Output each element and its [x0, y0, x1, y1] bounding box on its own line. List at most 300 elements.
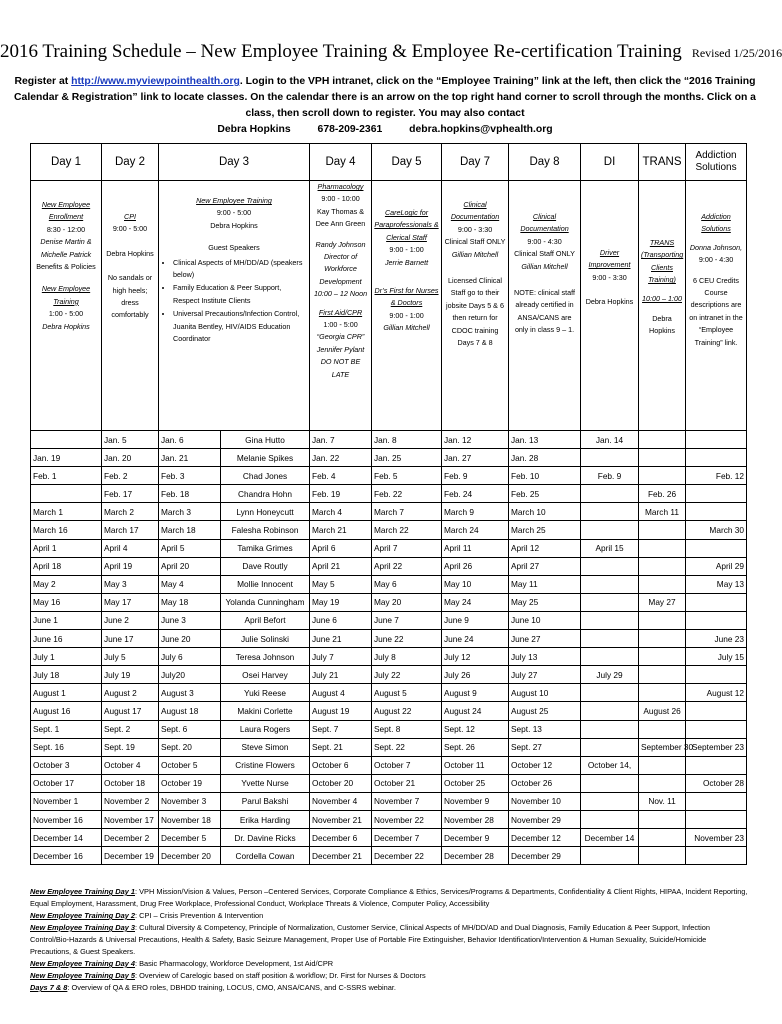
- date-cell: March 10: [509, 503, 581, 521]
- date-cell: Teresa Johnson: [221, 648, 310, 666]
- desc-trans: [639, 181, 686, 431]
- date-cell: July 19: [102, 666, 159, 684]
- date-cell: June 10: [509, 611, 581, 629]
- date-cell: March 4: [310, 503, 372, 521]
- date-cell: [686, 702, 747, 720]
- date-cell: December 14: [31, 829, 102, 847]
- day8-note: NOTE: clinical staff already certified in ANSA/CANS are only in class 9 – 1.: [514, 288, 575, 335]
- contact-email[interactable]: debra.hopkins@vphealth.org: [409, 124, 553, 135]
- date-row: [31, 792, 747, 810]
- date-row: [31, 521, 747, 539]
- day4-sub3: “Georgia CPR”: [316, 332, 365, 342]
- date-cell: October 28: [686, 774, 747, 792]
- date-cell: Makini Corlette: [221, 702, 310, 720]
- description-row: [31, 181, 747, 431]
- date-cell: December 16: [31, 847, 102, 865]
- date-cell: June 17: [102, 630, 159, 648]
- desc-day4: [310, 181, 372, 431]
- date-cell: April 11: [442, 539, 509, 557]
- date-cell: August 17: [102, 702, 159, 720]
- date-cell: May 20: [372, 593, 442, 611]
- date-row: [31, 702, 747, 720]
- note-text: : Cultural Diversity & Competency, Principle of Normalization, Customer Service, Clinical Aspects of MH/DD/AD and Dual Diagnosis, Family Education & Peer Support, Infection Control/Bio-Hazards & Universal Precautions, Health & Safety, Basic Seizure Management, Proper Use of Portable Fire Extinguisher, Behavior Identification/Intervention & Human Sexuality, Suicide/Homicide Precautions, & Guest Speakers.: [30, 923, 710, 956]
- date-cell: [581, 449, 639, 467]
- date-cell: April 26: [442, 557, 509, 575]
- date-cell: December 2: [102, 829, 159, 847]
- di-trainer: Debra Hopkins: [585, 297, 634, 307]
- date-cell: August 25: [509, 702, 581, 720]
- date-cell: [581, 611, 639, 629]
- date-cell: Feb. 12: [686, 467, 747, 485]
- date-cell: July 27: [509, 666, 581, 684]
- date-cell: March 7: [372, 503, 442, 521]
- date-cell: August 10: [509, 684, 581, 702]
- day4-title3: First Aid/CPR: [318, 307, 363, 317]
- date-cell: October 11: [442, 756, 509, 774]
- date-cell: May 11: [509, 575, 581, 593]
- note-text: : Overview of QA & ERO roles, DBHDD training, LOCUS, CMO, ANSA/CANS, and C-SSRS webinar.: [67, 983, 396, 992]
- date-cell: July 18: [31, 666, 102, 684]
- date-cell: Osei Harvey: [221, 666, 310, 684]
- date-cell: December 20: [159, 847, 221, 865]
- date-cell: Chad Jones: [221, 467, 310, 485]
- date-cell: Jan. 6: [159, 431, 221, 449]
- date-cell: Feb. 18: [159, 485, 221, 503]
- date-cell: [639, 666, 686, 684]
- date-cell: June 7: [372, 611, 442, 629]
- date-cell: Feb. 24: [442, 485, 509, 503]
- date-cell: [686, 720, 747, 738]
- date-cell: July 22: [372, 666, 442, 684]
- date-cell: Dr. Davine Ricks: [221, 829, 310, 847]
- date-cell: October 7: [372, 756, 442, 774]
- desc-day3: [159, 181, 310, 431]
- date-row: [31, 847, 747, 865]
- date-cell: [581, 575, 639, 593]
- date-cell: November 28: [442, 810, 509, 828]
- date-cell: April 5: [159, 539, 221, 557]
- date-cell: April 22: [372, 557, 442, 575]
- date-cell: [686, 449, 747, 467]
- day8-time1: 9:00 - 4:30: [527, 236, 562, 246]
- day3-time: 9:00 - 5:00: [216, 208, 252, 218]
- date-cell: August 26: [639, 702, 686, 720]
- date-cell: June 6: [310, 611, 372, 629]
- date-cell: Yolanda Cunningham: [221, 593, 310, 611]
- date-cell: Chandra Hohn: [221, 485, 310, 503]
- date-cell: June 27: [509, 630, 581, 648]
- date-cell: November 22: [372, 810, 442, 828]
- date-cell: April 27: [509, 557, 581, 575]
- date-cell: May 25: [509, 593, 581, 611]
- date-cell: Feb. 3: [159, 467, 221, 485]
- desc-day7: [442, 181, 509, 431]
- day2-note: No sandals or high heels; dress comfortably: [107, 273, 153, 320]
- date-cell: July 15: [686, 648, 747, 666]
- date-cell: [686, 792, 747, 810]
- note-line: [30, 958, 748, 970]
- date-cell: April 12: [509, 539, 581, 557]
- date-cell: Feb. 9: [442, 467, 509, 485]
- date-cell: Jan. 20: [102, 449, 159, 467]
- header-row: [31, 144, 747, 181]
- date-cell: Sept. 21: [310, 738, 372, 756]
- day7-note: Licensed Clinical Staff go to their jobsite Days 5 & 6 then return for CDOC training Days 7 & 8: [446, 276, 504, 348]
- date-cell: June 20: [159, 630, 221, 648]
- date-cell: Feb. 26: [639, 485, 686, 503]
- col-day7: Day 7: [442, 144, 509, 181]
- addiction-title: Addiction Solutions: [701, 212, 731, 234]
- date-cell: [581, 702, 639, 720]
- date-cell: April 4: [102, 539, 159, 557]
- date-cell: April 20: [159, 557, 221, 575]
- date-cell: Sept. 19: [102, 738, 159, 756]
- date-cell: August 12: [686, 684, 747, 702]
- date-cell: Sept. 8: [372, 720, 442, 738]
- date-cell: [581, 684, 639, 702]
- date-cell: December 7: [372, 829, 442, 847]
- date-row: [31, 539, 747, 557]
- day4-names1: Kay Thomas & Dee Ann Green: [315, 206, 366, 229]
- date-cell: Jan. 8: [372, 431, 442, 449]
- date-cell: March 30: [686, 521, 747, 539]
- date-cell: October 3: [31, 756, 102, 774]
- date-cell: December 12: [509, 829, 581, 847]
- date-cell: [639, 539, 686, 557]
- date-row: [31, 648, 747, 666]
- note-line: [30, 886, 748, 910]
- day4-title2: Randy Johnson Director of Workforce Development: [315, 239, 366, 286]
- note-text: : Basic Pharmacology, Workforce Development, 1st Aid/CPR: [135, 959, 334, 968]
- date-cell: [31, 431, 102, 449]
- note-label: New Employee Training Day 2: [30, 911, 136, 920]
- date-cell: Mollie Innocent: [221, 575, 310, 593]
- date-cell: March 25: [509, 521, 581, 539]
- date-cell: [639, 829, 686, 847]
- date-row: [31, 593, 747, 611]
- date-cell: [686, 485, 747, 503]
- trans-trainer: Debra Hopkins: [649, 314, 675, 336]
- date-cell: October 19: [159, 774, 221, 792]
- contact-phone: 678-209-2361: [317, 124, 383, 135]
- date-cell: Sept. 26: [442, 738, 509, 756]
- date-cell: October 6: [310, 756, 372, 774]
- date-cell: Cordella Cowan: [221, 847, 310, 865]
- addiction-note: 6 CEU Credits Course descriptions are on intranet in the “Employee Training” link.: [689, 275, 743, 347]
- revised-date: Revised 1/25/2016: [691, 46, 782, 60]
- date-cell: Jan. 25: [372, 449, 442, 467]
- addiction-names: Donna Johnson,: [689, 242, 743, 252]
- day2-time: 9:00 - 5:00: [112, 224, 148, 234]
- date-cell: May 10: [442, 575, 509, 593]
- date-cell: March 24: [442, 521, 509, 539]
- date-cell: Lynn Honeycutt: [221, 503, 310, 521]
- col-day2: Day 2: [102, 144, 159, 181]
- date-row: [31, 810, 747, 828]
- date-cell: June 23: [686, 630, 747, 648]
- day5-title2: Dr’s First for Nurses & Doctors: [374, 286, 439, 308]
- note-line: [30, 910, 748, 922]
- date-cell: Jan. 22: [310, 449, 372, 467]
- date-cell: August 19: [310, 702, 372, 720]
- date-cell: Jan. 12: [442, 431, 509, 449]
- date-cell: Jan. 7: [310, 431, 372, 449]
- date-cell: [581, 847, 639, 865]
- date-row: [31, 575, 747, 593]
- day3-item: • Universal Precautions/Infection Control, Juanita Bentley, HIV/AIDS Education Coordinator: [173, 308, 307, 345]
- date-cell: May 3: [102, 575, 159, 593]
- date-cell: [581, 521, 639, 539]
- date-cell: May 5: [310, 575, 372, 593]
- date-cell: September 30: [639, 738, 686, 756]
- date-cell: [686, 666, 747, 684]
- desc-day8: [509, 181, 581, 431]
- day5-time2: 9:00 - 1:00: [389, 310, 424, 320]
- date-cell: [639, 449, 686, 467]
- date-cell: May 13: [686, 575, 747, 593]
- date-cell: Falesha Robinson: [221, 521, 310, 539]
- date-cell: Gina Hutto: [221, 431, 310, 449]
- date-row: [31, 503, 747, 521]
- date-cell: [581, 720, 639, 738]
- date-cell: Erika Harding: [221, 810, 310, 828]
- date-cell: Feb. 5: [372, 467, 442, 485]
- date-cell: May 27: [639, 593, 686, 611]
- date-cell: [686, 810, 747, 828]
- day4-title: Pharmacology: [317, 182, 364, 191]
- date-row: [31, 449, 747, 467]
- date-cell: March 11: [639, 503, 686, 521]
- date-cell: Nov. 11: [639, 792, 686, 810]
- date-cell: July 8: [372, 648, 442, 666]
- day1-time1: 8:30 - 12:00: [46, 224, 86, 234]
- date-cell: Steve Simon: [221, 738, 310, 756]
- day1-sub: Benefits & Policies: [36, 262, 96, 272]
- note-label: New Employee Training Day 5: [30, 971, 136, 980]
- di-title: Driver Improvement: [588, 248, 631, 270]
- date-cell: Jan. 19: [31, 449, 102, 467]
- desc-di: [581, 181, 639, 431]
- date-cell: November 9: [442, 792, 509, 810]
- day8-title: Clinical Documentation: [520, 212, 569, 234]
- date-cell: May 19: [310, 593, 372, 611]
- day4-names3: Jennifer Pylant: [316, 344, 365, 354]
- date-cell: March 18: [159, 521, 221, 539]
- schedule-table: [30, 143, 747, 865]
- date-cell: June 16: [31, 630, 102, 648]
- date-cell: [686, 503, 747, 521]
- date-cell: August 18: [159, 702, 221, 720]
- date-cell: May 18: [159, 593, 221, 611]
- note-label: New Employee Training Day 4: [30, 959, 136, 968]
- date-cell: Sept. 7: [310, 720, 372, 738]
- date-cell: October 4: [102, 756, 159, 774]
- date-cell: June 9: [442, 611, 509, 629]
- date-cell: August 9: [442, 684, 509, 702]
- date-cell: [686, 431, 747, 449]
- date-cell: [581, 738, 639, 756]
- date-cell: Feb. 10: [509, 467, 581, 485]
- date-cell: Sept. 22: [372, 738, 442, 756]
- note-line: [30, 982, 748, 994]
- date-cell: October 17: [31, 774, 102, 792]
- note-text: : Overview of Carelogic based on staff position & workflow; Dr. First for Nurses & Doctors: [135, 971, 426, 980]
- date-cell: April 15: [581, 539, 639, 557]
- date-cell: [686, 611, 747, 629]
- date-row: [31, 738, 747, 756]
- date-cell: June 1: [31, 611, 102, 629]
- date-cell: November 10: [509, 792, 581, 810]
- day1-title: New Employee Enrollment: [41, 200, 91, 222]
- date-row: [31, 431, 747, 449]
- date-cell: Sept. 2: [102, 720, 159, 738]
- day5-names1: Jerrie Barnett: [384, 257, 429, 267]
- date-cell: Sept. 1: [31, 720, 102, 738]
- date-cell: November 3: [159, 792, 221, 810]
- day5-names2: Gillian Mitchell: [383, 323, 430, 333]
- date-cell: July 29: [581, 666, 639, 684]
- date-cell: September 23: [686, 738, 747, 756]
- date-cell: Sept. 27: [509, 738, 581, 756]
- date-cell: Jan. 21: [159, 449, 221, 467]
- day2-title: CPI: [124, 212, 136, 221]
- page-title: [0, 41, 782, 63]
- date-row: [31, 630, 747, 648]
- day8-sub1: Clinical Staff ONLY: [514, 249, 575, 259]
- date-cell: Jan. 5: [102, 431, 159, 449]
- date-cell: [581, 774, 639, 792]
- day1-time2: 1:00 - 5:00: [48, 309, 84, 319]
- desc-day1: [31, 181, 102, 431]
- col-day3: Day 3: [159, 144, 310, 181]
- day7-sub1: Clinical Staff ONLY: [444, 237, 506, 247]
- date-cell: June 22: [372, 630, 442, 648]
- date-cell: May 16: [31, 593, 102, 611]
- date-cell: May 17: [102, 593, 159, 611]
- date-cell: May 2: [31, 575, 102, 593]
- note-line: [30, 922, 748, 958]
- day3-item: • Family Education & Peer Support, Respect Institute Clients: [173, 282, 307, 307]
- date-cell: Parul Bakshi: [221, 792, 310, 810]
- date-cell: March 16: [31, 521, 102, 539]
- website-link[interactable]: http://www.myviewpointhealth.org: [71, 76, 240, 87]
- date-cell: November 21: [310, 810, 372, 828]
- day5-title: CareLogic for Paraprofessionals & Clerical Staff: [374, 208, 439, 242]
- trans-time: 10:00 – 1:00: [642, 293, 682, 303]
- date-cell: [639, 431, 686, 449]
- date-cell: May 4: [159, 575, 221, 593]
- date-cell: August 2: [102, 684, 159, 702]
- day3-item: • Clinical Aspects of MH/DD/AD (speakers below): [173, 257, 307, 282]
- date-cell: July 12: [442, 648, 509, 666]
- date-cell: August 4: [310, 684, 372, 702]
- date-cell: November 23: [686, 829, 747, 847]
- date-cell: November 7: [372, 792, 442, 810]
- day1-trainer: Debra Hopkins: [42, 321, 90, 331]
- day3-guests: Guest Speakers: [208, 243, 260, 253]
- date-cell: [581, 792, 639, 810]
- note-label: New Employee Training Day 1: [30, 887, 136, 896]
- date-cell: April 6: [310, 539, 372, 557]
- date-row: [31, 666, 747, 684]
- date-cell: August 1: [31, 684, 102, 702]
- date-cell: [639, 630, 686, 648]
- date-cell: June 3: [159, 611, 221, 629]
- date-cell: March 2: [102, 503, 159, 521]
- day7-time1: 9:00 - 3:30: [457, 224, 493, 234]
- date-cell: August 24: [442, 702, 509, 720]
- day5-time1: 9:00 - 1:00: [389, 245, 424, 255]
- date-cell: March 9: [442, 503, 509, 521]
- date-cell: [639, 847, 686, 865]
- date-cell: Yvette Nurse: [221, 774, 310, 792]
- date-cell: [639, 648, 686, 666]
- date-cell: April Befort: [221, 611, 310, 629]
- date-cell: March 21: [310, 521, 372, 539]
- date-cell: July 21: [310, 666, 372, 684]
- date-cell: Cristine Flowers: [221, 756, 310, 774]
- date-row: [31, 720, 747, 738]
- note-line: [30, 970, 748, 982]
- day4-time1: 9:00 - 10:00: [321, 194, 360, 204]
- col-addiction: Addiction Solutions: [686, 144, 747, 181]
- date-cell: July 6: [159, 648, 221, 666]
- note-text: : CPI – Crisis Prevention & Intervention: [135, 911, 264, 920]
- date-cell: [639, 521, 686, 539]
- day2-trainer: Debra Hopkins: [106, 248, 154, 258]
- date-cell: December 14: [581, 829, 639, 847]
- date-row: [31, 774, 747, 792]
- date-cell: December 6: [310, 829, 372, 847]
- date-cell: [639, 684, 686, 702]
- date-cell: Jan. 13: [509, 431, 581, 449]
- course-notes: [30, 886, 748, 994]
- date-cell: October 18: [102, 774, 159, 792]
- day4-time3: 1:00 - 5:00: [323, 320, 358, 330]
- col-trans: TRANS: [639, 144, 686, 181]
- date-cell: November 4: [310, 792, 372, 810]
- date-cell: November 2: [102, 792, 159, 810]
- dates-body: [31, 431, 747, 865]
- date-cell: April 19: [102, 557, 159, 575]
- date-cell: Melanie Spikes: [221, 449, 310, 467]
- date-cell: August 16: [31, 702, 102, 720]
- date-cell: Feb. 17: [102, 485, 159, 503]
- day1-names: Denise Martin & Michelle Patrick: [40, 237, 92, 259]
- date-cell: March 17: [102, 521, 159, 539]
- day7-title: Clinical Documentation: [450, 200, 500, 222]
- date-cell: March 1: [31, 503, 102, 521]
- date-cell: Sept. 13: [509, 720, 581, 738]
- day3-title: New Employee Training: [196, 196, 272, 205]
- date-cell: [581, 557, 639, 575]
- date-cell: October 20: [310, 774, 372, 792]
- date-row: [31, 611, 747, 629]
- date-cell: November 1: [31, 792, 102, 810]
- date-cell: July 1: [31, 648, 102, 666]
- date-cell: Julie Solinski: [221, 630, 310, 648]
- day4-time2: 10:00 – 12 Noon: [313, 289, 368, 299]
- date-cell: November 16: [31, 810, 102, 828]
- date-cell: Sept. 6: [159, 720, 221, 738]
- date-cell: [686, 539, 747, 557]
- date-cell: Yuki Reese: [221, 684, 310, 702]
- date-row: [31, 485, 747, 503]
- desc-day2: [102, 181, 159, 431]
- registration-instructions: [12, 74, 758, 138]
- date-cell: [639, 720, 686, 738]
- col-di: DI: [581, 144, 639, 181]
